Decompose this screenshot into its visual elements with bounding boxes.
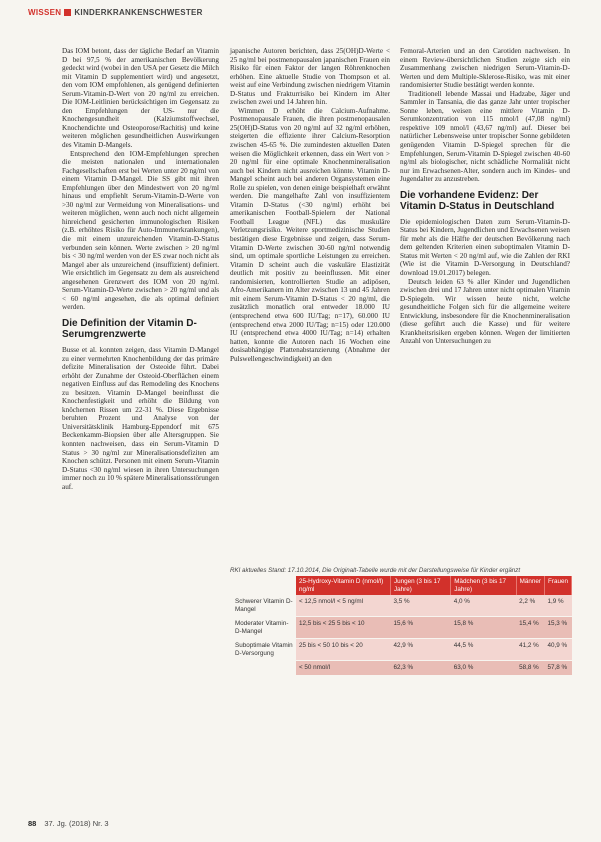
table-header-cell: Mädchen (3 bis 17 Jahre) (451, 576, 516, 595)
paragraph: japanische Autoren berichten, dass 25(OH)D-Werte < 25 ng/ml bei postmenopausalen japanischen Frauen ein Risiko für einen Faktor der langen Röhrenknochen erhöhen. Eine aktuelle Studie von Thompson et al. weist auf eine Verbindung zwischen niedrigem Vitamin D-Status und Frakturrisiko bei Kindern im Alter zwischen zwei und 14 Jahren hin. (230, 47, 390, 107)
issue-info: 37. Jg. (2018) Nr. 3 (44, 819, 109, 828)
paragraph: Femoral-Arterien und an den Carotiden nachweisen. In einem Review-übersichtlichen Studien zeigte sich ein Zusammenhang zwischen niedrigen Serum-Vitamin-D-Werten und dem Multiple-Sklerose-Risiko, was mit einer randomisierter Studie bestätigt werden konnte. (400, 47, 570, 90)
table-cell: 1,9 % (545, 595, 572, 617)
table-row (232, 639, 572, 661)
table-cell: 62,3 % (391, 661, 451, 676)
paragraph: Entsprechend den IOM-Empfehlungen sprechen die meisten nationalen und internationalen Fachgesellschaften erst bei Werten unter 20 ng/ml von einem Vitamin D-Mangel. Die SS gibt mit ihren Empfehlungen über den Mindestwert von 20 ng/ml hinaus und empfiehlt Serum-Vitamin-D-Werte von >30 ng/ml zur Vermeidung von Mineralisations- und weiteren möglichen, wenn auch noch nicht allgemein hinreichend gesicherten immunologischen Risiken (z.B. erhöhtes Risiko für Auto-Immunerkrankungen), die mit einem unzureichenden Vitamin-D-Status verbunden sein können. Werte zwischen > 20 ng/ml bis < 30 ng/ml werden von der ES zwar noch nicht als Mangel aber als unzureichend (insuffizient) definiert. Wie ersichtlich im Gegensatz zu dem als ausreichend angesehenen Grenzwert des IOM von 20 ng/ml. Serum-Vitamin-D-Werte zwischen > 20 ng/ml und als < 60 ng/ml angesehen, die als optimal definiert werden. (62, 149, 219, 312)
table-cell: 41,2 % (516, 639, 544, 661)
row-range: 12,5 bis < 25 5 bis < 10 (296, 617, 391, 639)
paragraph: Wimmen D erhöht die Calcium-Aufnahme. Postmenopausale Frauen, die ihren postmenopausalen 25(OH)D-Status von 20 ng/ml auf 32 ng/ml erhöhen, steigerten die effiziente ihrer Calcium-Resorption zwischen 45-65 %. Die zumindesten aktuellen Daten weisen die Möglichkeit erkennen, dass ein Wert von > 20 ng/ml für eine optimale Knochenmineralisation auch bei Kindern nicht ausreichen könnte. Vitamin D-Mangel scheint auch bei anderen Organsystemen eine Rolle zu spielen, von denen einige beispielhaft erwähnt werden. Die mangelhafte Zahl von insuffizientem Vitamin D-Status (<30 ng/ml) erhöht bei amerikanischen Football-Spielern der National Football League (NFL) das muskuläre Verletzungsrisiko. Weitere sportmedizinische Studien bestätigen diese Ergebnisse und zeigen, dass Serum-Vitamin D-Werte zwischen 30-60 ng/ml notwendig sind, um optimale sportliche Leistungen zu erreichen. Vitamin D scheint auch die vaskuläre Elastizität deutlich mit positiv zu beeinflussen. Mit einer randomisierten, kontrollierten Studie an adipösen, Afro-Amerikanern im Alter zwischen 13 und 45 Jahren mit einem Serum-Vitamin D-Status < 20 ng/ml, die zusätzlich monatlich oral entweder 18.000 IU (entsprechend etwa 600 IU/Tag; n=17), 60.000 IU (entsprechend etwa 2000 IU/Tag; n=15) oder 120.000 IU (entsprechend etwa 4000 IU/Tag; n=14) erhalten hatten, konnte die Autoren nach 16 Wochen eine dosisabhängige Plattenabstanzierung (Abnahme der Pulswellengeschwindigkeit) an den (230, 106, 390, 363)
column-3 (400, 47, 570, 346)
table-header-cell: 25-Hydroxy-Vitamin D (nmol/l) ng/ml (296, 576, 391, 595)
running-header (28, 8, 203, 17)
table-row (232, 617, 572, 639)
section-heading-evidence: Die vorhandene Evidenz: Der Vitamin D-Status in Deutschland (400, 189, 555, 213)
table-cell: 3,5 % (391, 595, 451, 617)
header-square-icon (64, 9, 71, 16)
table-header-cell: Frauen (545, 576, 572, 595)
row-range: < 12,5 nmol/l < 5 ng/ml (296, 595, 391, 617)
table-cell: 2,2 % (516, 595, 544, 617)
table-cell: 15,3 % (545, 617, 572, 639)
paragraph: Die epidemiologischen Daten zum Serum-Vitamin-D-Status bei Kindern, Jugendlichen und Erwachsenen weisen für mehr als die Hälfte der deutschen Bevölkerung nach dem geltenden Kriterien einen suboptimalen Vitamin D-Status mit Werten < 20 ng/ml auf, wie die Zahlen der RKI (Wie ist die Vitamin D-Versorgung in Deutschland? download 19.01.2017) belegen. (400, 217, 570, 278)
page-number: 88 (28, 819, 37, 828)
table-cell: 15,6 % (391, 617, 451, 639)
table-corner (232, 576, 296, 595)
table-row (232, 595, 572, 617)
row-label (232, 661, 296, 676)
row-label: Suboptimale Vitamin D-Versorgung (232, 639, 296, 661)
table-cell: 40,9 % (545, 639, 572, 661)
table-cell: 58,8 % (516, 661, 544, 676)
row-range: 25 bis < 50 10 bis < 20 (296, 639, 391, 661)
paragraph: Das IOM betont, dass der tägliche Bedarf an Vitamin D bei 97,5 % der amerikanischen Bevölkerung gedeckt wird (wobei in den USA per Gesetz die Milch mit Vitamin D supplementiert wird) und angesetzt, den vom IOM empfohlenen, als genügend definierten Serum-Vitamin-D-Wert von 20 ng/ml zu erreichen. Die IOM-Leitlinien berücksichtigen im Gegensatz zu den Empfehlungen der US- nur die Knochengesundheit (Kalziumstoffwechsel, Knochendichte und Osteoporose/Rachitis) und keine weiteren möglichen gesundheitlichen Auswirkungen des Vitamin D-Mangels. (62, 47, 219, 150)
row-label: Schwerer Vitamin D-Mangel (232, 595, 296, 617)
section-heading-definition: Die Definition der Vitamin D-Serumgrenzwerte (62, 317, 197, 341)
header-subject: KINDERKRANKENSCHWESTER (74, 8, 203, 17)
table-caption: RKI aktuelles Stand: 17.10.2014, Die Originalt-Tabelle wurde mit der Darstellungsweise für Kinder ergänzt (230, 567, 521, 574)
row-range: < 50 nmol/l (296, 661, 391, 676)
table-header-row (232, 576, 572, 595)
column-2 (230, 47, 390, 363)
row-label: Moderater Vitamin-D-Mangel (232, 617, 296, 639)
table-cell: 4,0 % (451, 595, 516, 617)
table-header-cell: Jungen (3 bis 17 Jahre) (391, 576, 451, 595)
table-cell: 42,9 % (391, 639, 451, 661)
table-cell: 15,4 % (516, 617, 544, 639)
paragraph: Traditionell lebende Massai und Hadzabe, Jäger und Sammler in Tansania, die das ganze Jahr unter tropischer Sonne leben, weisen eine mittlere Vitamin D-Serumkonzentration von 115 nmol/l (47,08 ng/ml) respektive 109 nmol/l (43,67 ng/ml) auf. Dieser bei natürlicher Lebensweise unter tropischer Sonne gebildeten genügenden Vitamin D-Spiegel sprechen für die Empfehlungen, Serum-Vitamin D-Spiegel zwischen 40-60 ng/ml als biologischer, nicht schädliche Normalität nicht nur im Erwachsenen-Alter, sondern auch im Kindes- und Jugendalter zu anzustreben. (400, 89, 570, 184)
table-cell: 44,5 % (451, 639, 516, 661)
header-section: WISSEN (28, 8, 62, 17)
paragraph: Busse et al. konnten zeigen, dass Vitamin D-Mangel zu einer vermehrten Knochenbildung der das primäre defizite Mineralisation der Osteoide führt. Dabei erhöht der Zunahme der Osteoid-Oberflächen einem negativen Einfluss auf das Remodeling des Knochens zu besitzen. Vitamin D-Mangel beeinflusst die Knochenfestigkeit und erhöht die Bildung von knöchernen Rissen um 22-31 %. Diese Ergebnisse beruhten Prozent und Analyse von der Universitätsklinik Hamburg-Eppendorf mit 675 Beckenkamm-Biopsien über alle Altersgruppen. Sie konnten nachweisen, dass ein Serum-Vitamin D Status > 30 ng/ml zur Mineralisationsdefiziten am Knochen schützt. Personen mit einem Serum-Vitamin D-Status <30 ng/ml wiesen in ihren Untersuchungen immer noch zu 10 % spätere Mineralisationsstörungen auf. (62, 345, 219, 491)
table-row (232, 661, 572, 676)
paragraph: Deutsch leiden 63 % aller Kinder und Jugendlichen zwischen drei und 17 Jahren unter nicht optimalen Vitamin D-Spiegeln. Wir wissen heute nicht, welche gesundheitliche Folgen sich für die allgemeine weitere Entwicklung, insbesondere für die Knochenmineralisation (diese geführt auch die Kasse) und für weitere Krankheitsrisiken ergeben können. Wegen der limitierten Anzahl von Untersuchungen zu (400, 277, 570, 346)
table-cell: 15,8 % (451, 617, 516, 639)
table-header-cell: Männer (516, 576, 544, 595)
page-footer (28, 819, 109, 828)
vitamin-d-table (232, 576, 572, 676)
column-1 (62, 47, 219, 491)
table-cell: 63,0 % (451, 661, 516, 676)
table-cell: 57,8 % (545, 661, 572, 676)
